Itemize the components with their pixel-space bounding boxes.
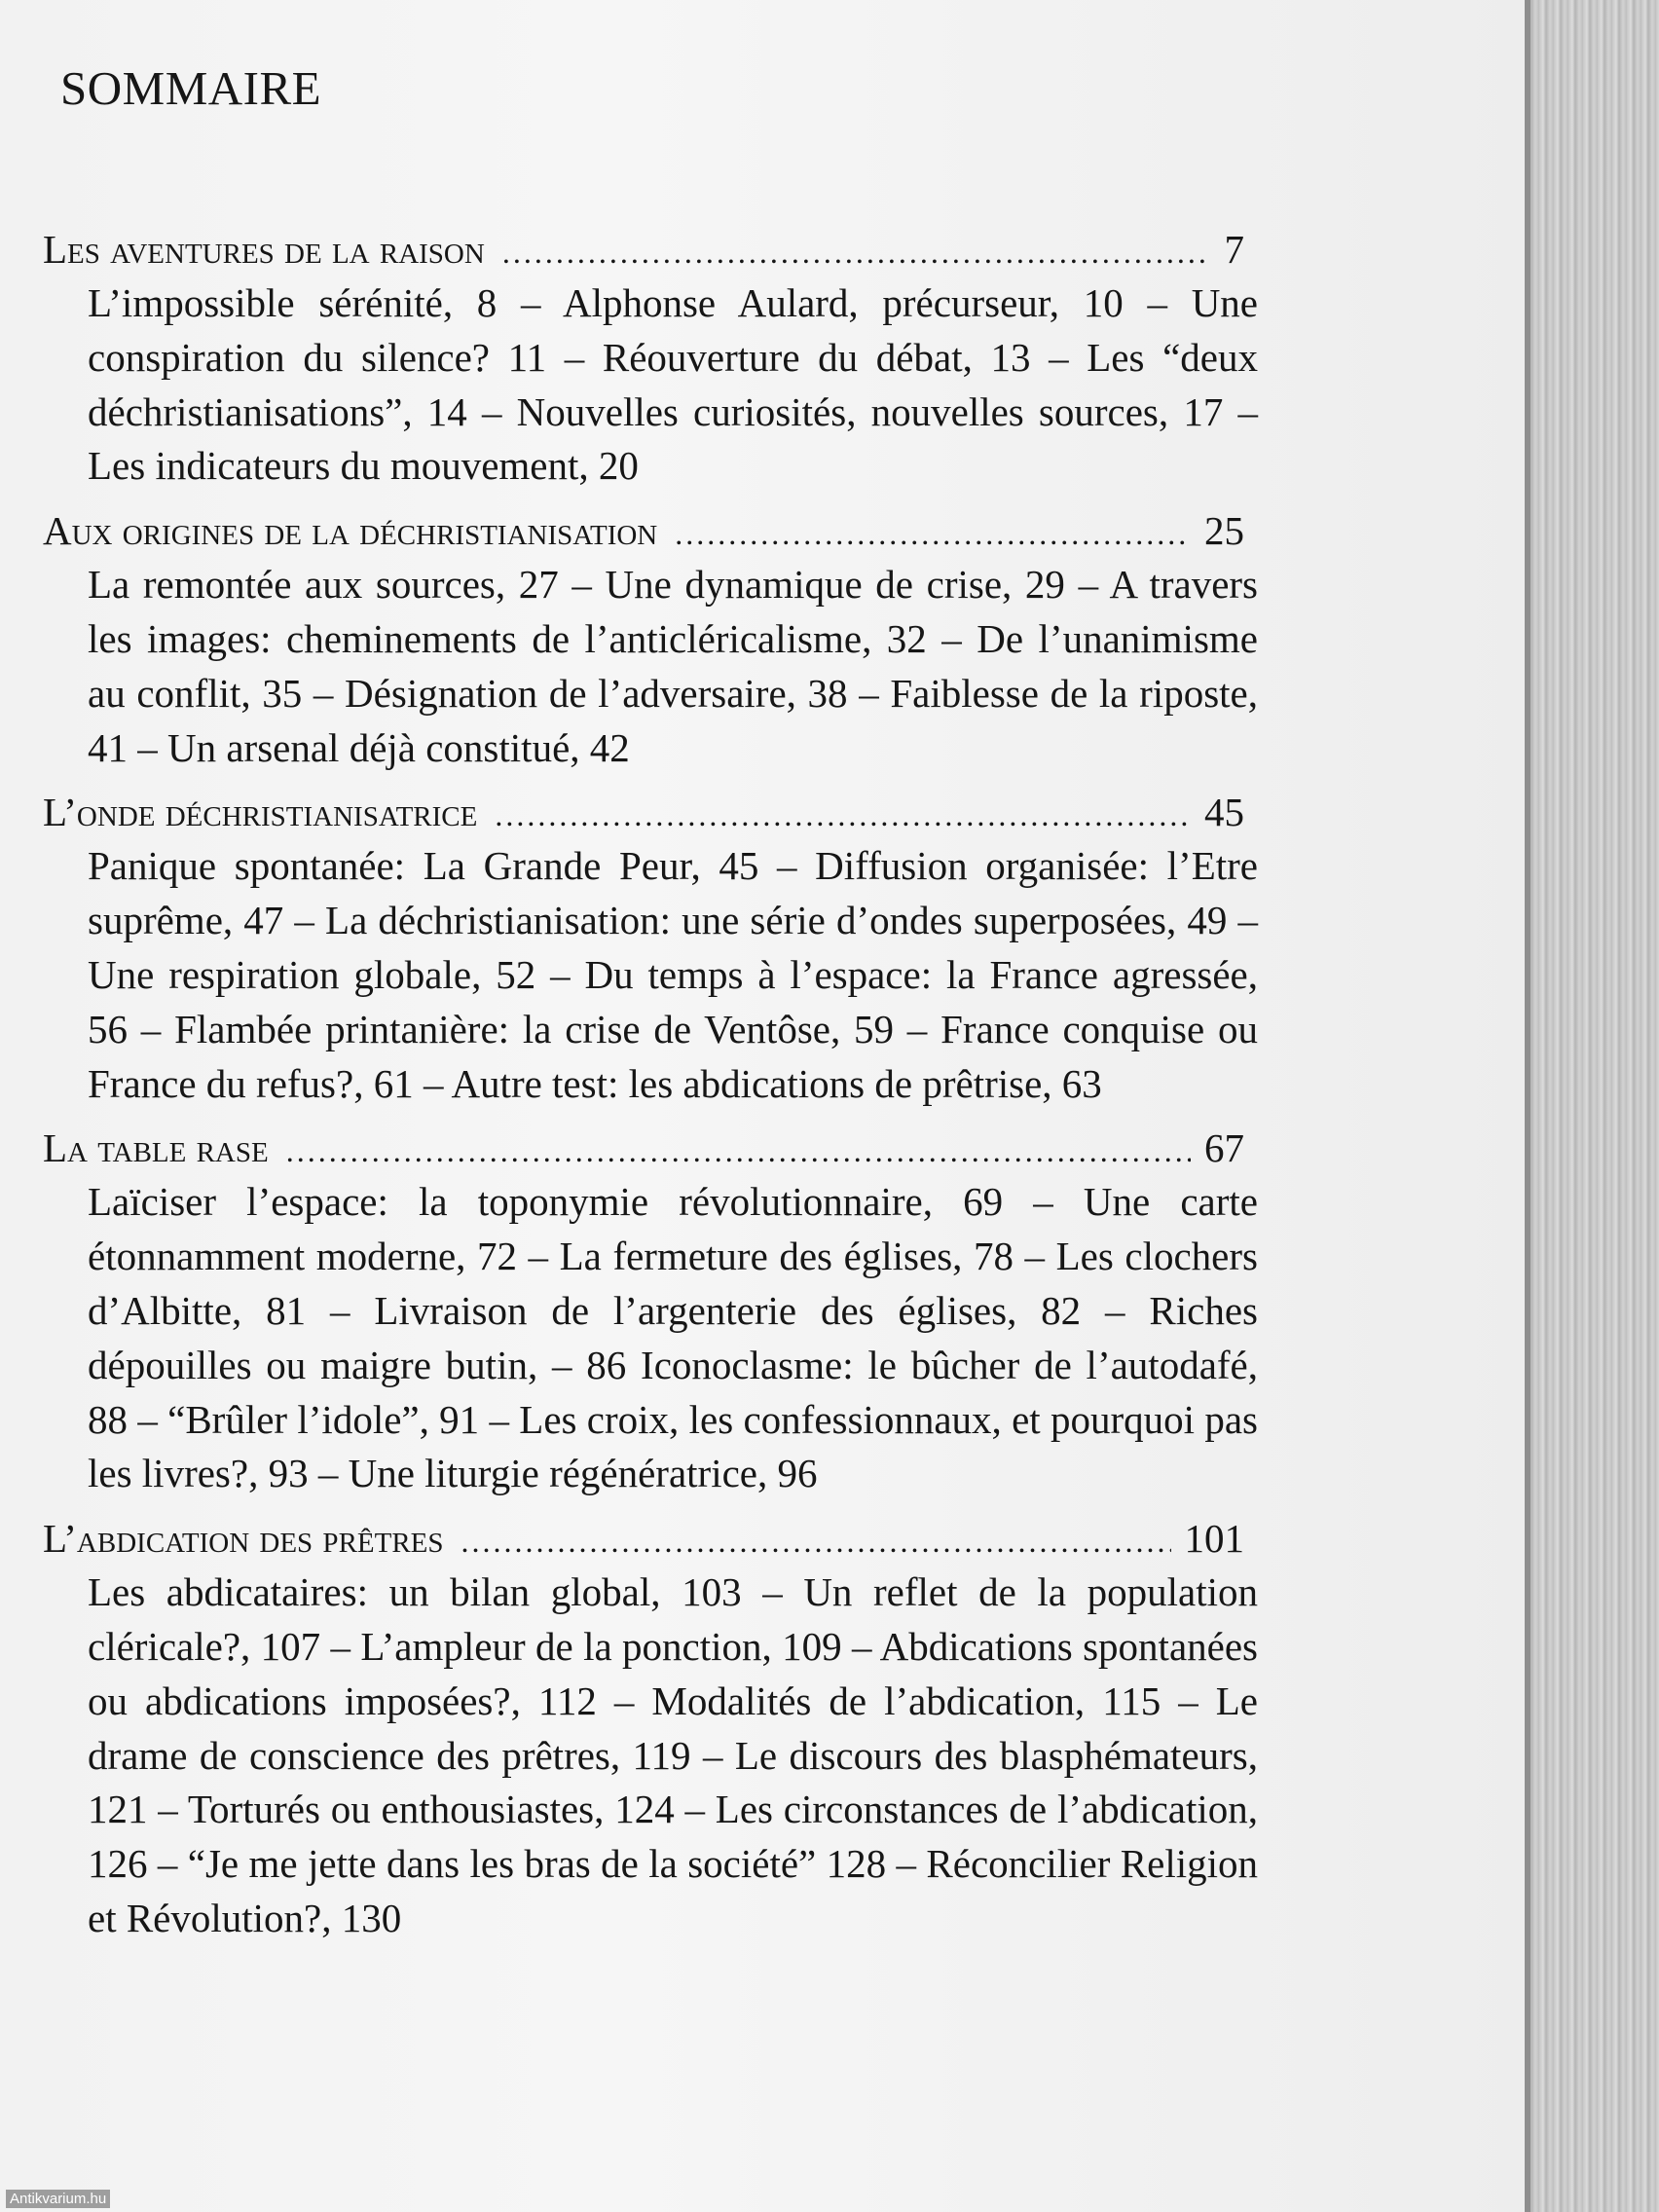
toc-page-number: 25 — [1204, 508, 1244, 554]
dot-leader — [495, 788, 1191, 842]
toc-entry-title: Les aventures de la raison — [43, 227, 485, 272]
toc-page-number: 45 — [1204, 790, 1244, 835]
toc-entry-description: L’impossible sérénité, 8 – Alphonse Aulard, précurseur, 10 – Une conspiration du silence? 11 – Réouverture du débat, 13 – Les “deux déchristianisations”, 14 – Nouvelles curiosités, nouvelles sources, 17 – Les indicateurs du mouvement, 20 — [88, 280, 1258, 489]
watermark-label: Antikvarium.hu — [6, 2190, 110, 2208]
toc-entry-description: Les abdicataires: un bilan global, 103 – Un reflet de la population cléricale?, 107 – L’ampleur de la ponction, 109 – Abdications spontanées ou abdications imposées?, 112 – Modalités de l’abdication, 115 – Le drame de conscience des prêtres, 119 – Le discours des blasphémateurs, 121 – Torturés ou enthousiastes, 124 – Les circonstances de l’abdication, 126 – “Je me jette dans les bras de la société” 128 – Réconcilier Religion et Révolution?, 130 — [88, 1569, 1258, 1940]
toc-entry-heading — [43, 222, 1258, 276]
toc-page-number: 67 — [1204, 1125, 1244, 1171]
toc-page-number: 101 — [1184, 1516, 1244, 1562]
toc-section — [43, 1121, 1258, 1501]
toc-entry-title: L’abdication des prêtres — [43, 1516, 444, 1562]
dot-leader — [675, 506, 1191, 561]
dot-leader — [502, 225, 1211, 279]
toc-section — [43, 1511, 1258, 1946]
toc-entry-heading — [43, 1121, 1258, 1175]
toc-entry-description: La remontée aux sources, 27 – Une dynamique de crise, 29 – A travers les images: cheminements de l’anticléricalisme, 32 – De l’unanimisme au conflit, 35 – Désignation de l’adversaire, 38 – Faiblesse de la riposte, 41 – Un arsenal déjà constitué, 42 — [88, 562, 1258, 770]
toc-entry-description: Laïciser l’espace: la toponymie révolutionnaire, 69 – Une carte étonnamment moderne, 72 – La fermeture des églises, 78 – Les clochers d’Albitte, 81 – Livraison de l’argenterie des églises, 82 – Riches dépouilles ou maigre butin, – 86 Iconoclasme: le bûcher de l’autodafé, 88 – “Brûler l’idole”, 91 – Les croix, les confessionnaux, et pourquoi pas les livres?, 93 – Une liturgie régénératrice, 96 — [88, 1179, 1258, 1496]
table-of-contents — [43, 222, 1258, 1956]
toc-section — [43, 503, 1258, 775]
toc-entry-title: Aux origines de la déchristianisation — [43, 508, 658, 554]
toc-entry-description: Panique spontanée: La Grande Peur, 45 – Diffusion organisée: l’Etre suprême, 47 – La déchristianisation: une série d’ondes superposées, 49 – Une respiration globale, 52 – Du temps à l’espace: la France agressée, 56 – Flambée printanière: la crise de Ventôse, 59 – France conquise ou France du refus?, 61 – Autre test: les abdications de prêtrise, 63 — [88, 843, 1258, 1106]
dot-leader — [461, 1514, 1171, 1568]
dot-leader — [286, 1124, 1191, 1178]
toc-entry-heading — [43, 1511, 1258, 1566]
page-title: SOMMAIRE — [60, 61, 322, 115]
page-edge-shadow — [1525, 0, 1659, 2212]
toc-entry-heading — [43, 503, 1258, 558]
toc-section — [43, 785, 1258, 1111]
toc-entry-title: La table rase — [43, 1125, 269, 1171]
toc-section — [43, 222, 1258, 494]
toc-entry-heading — [43, 785, 1258, 839]
toc-entry-title: L’onde déchristianisatrice — [43, 790, 478, 835]
toc-page-number: 7 — [1224, 227, 1244, 272]
